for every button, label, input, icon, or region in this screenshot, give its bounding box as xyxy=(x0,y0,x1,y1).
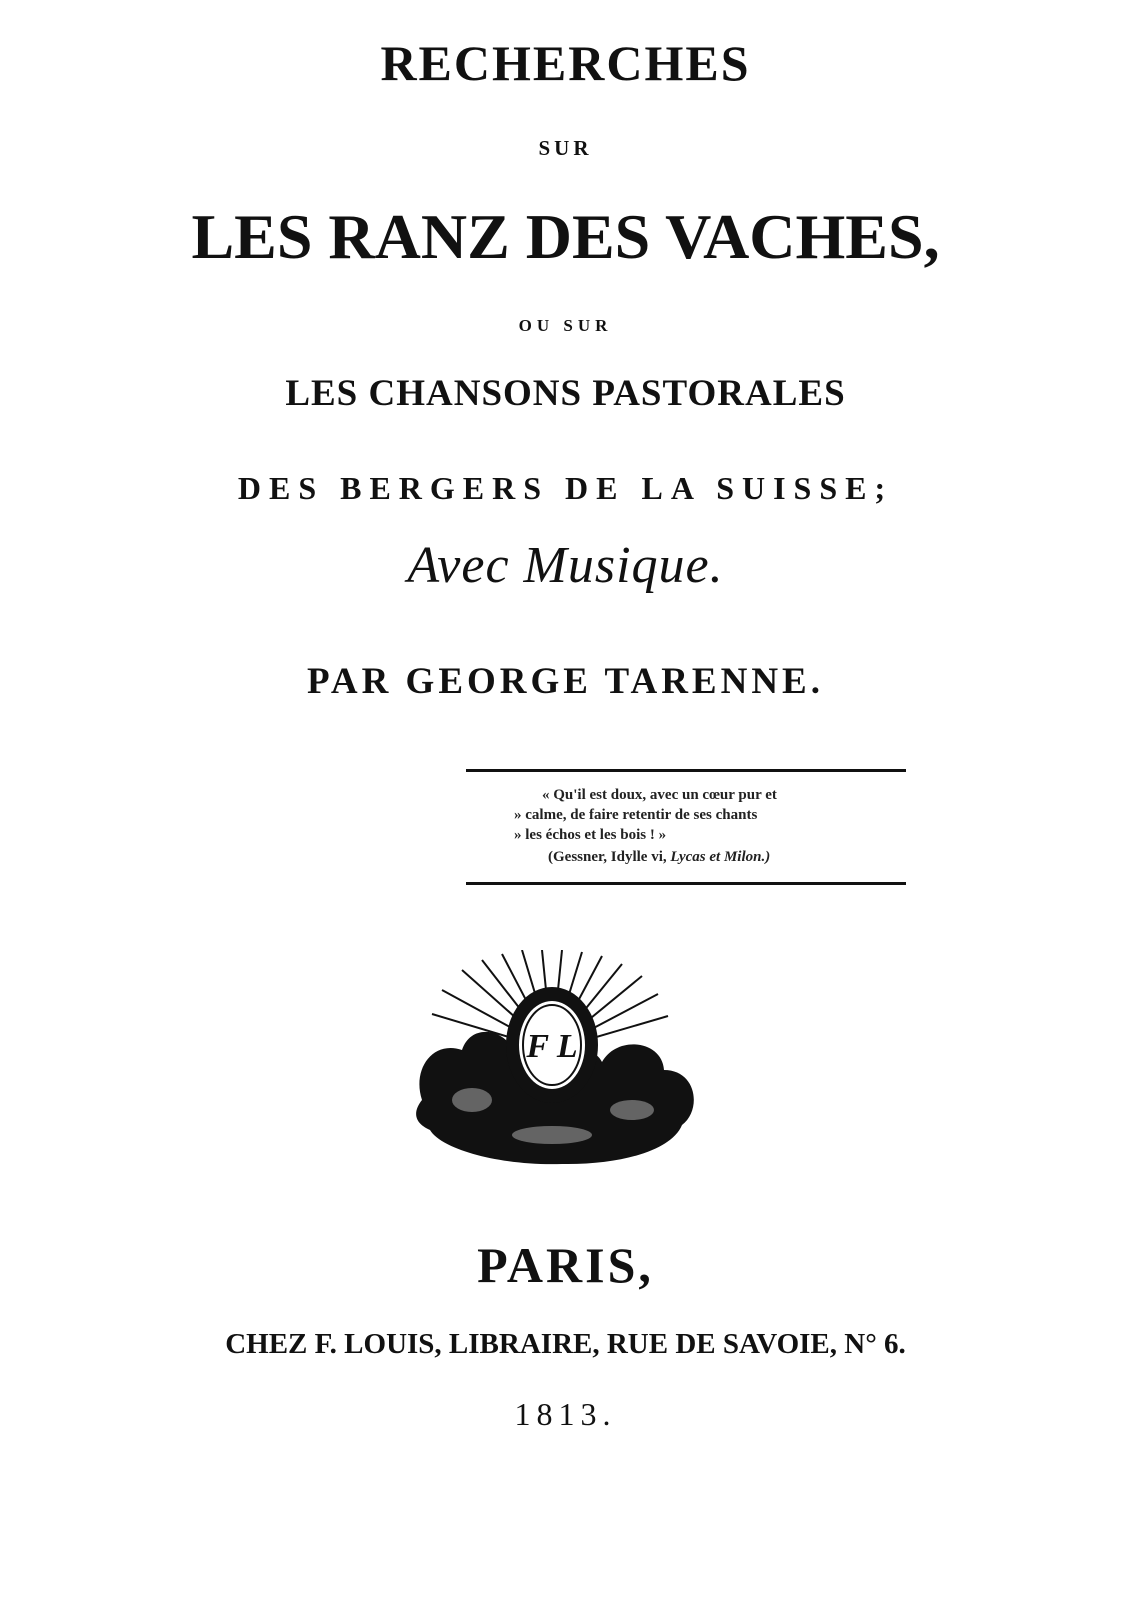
title-line-bergers: DES BERGERS DE LA SUISSE; xyxy=(237,470,894,506)
title-line-ranz-des-vaches: LES RANZ DES VACHES, xyxy=(191,201,940,272)
author-line: PAR GEORGE TARENNE. xyxy=(307,661,824,702)
epigraph-attribution-author: (Gessner, Idylle vi, xyxy=(548,849,667,865)
epigraph-top-rule xyxy=(466,769,906,772)
epigraph-bottom-rule xyxy=(466,882,906,885)
imprint-publisher: CHEZ F. LOUIS, LIBRAIRE, RUE DE SAVOIE, N° 6. xyxy=(225,1328,906,1360)
title-line-chansons: LES CHANSONS PASTORALES xyxy=(285,373,846,414)
connector-ou-sur: OU SUR xyxy=(518,316,613,335)
imprint-year: 1813. xyxy=(514,1396,617,1432)
title-line-recherches: RECHERCHES xyxy=(380,35,751,91)
subtitle-avec-musique: Avec Musique. xyxy=(407,537,724,594)
vignette-monogram: F L xyxy=(526,1028,578,1065)
epigraph-line-1: « Qu'il est doux, avec un cœur pur et xyxy=(542,787,777,803)
epigraph-line-2: » calme, de faire retentir de ses chants xyxy=(514,807,758,823)
epigraph xyxy=(466,769,906,887)
epigraph-attribution-work: Lycas et Milon.) xyxy=(670,849,771,865)
epigraph-attribution xyxy=(548,849,770,866)
imprint-city: PARIS, xyxy=(477,1237,654,1293)
epigraph-line-3: » les échos et les bois ! » xyxy=(514,827,667,843)
printer-vignette-icon xyxy=(402,950,712,1170)
connector-sur: SUR xyxy=(538,136,593,160)
